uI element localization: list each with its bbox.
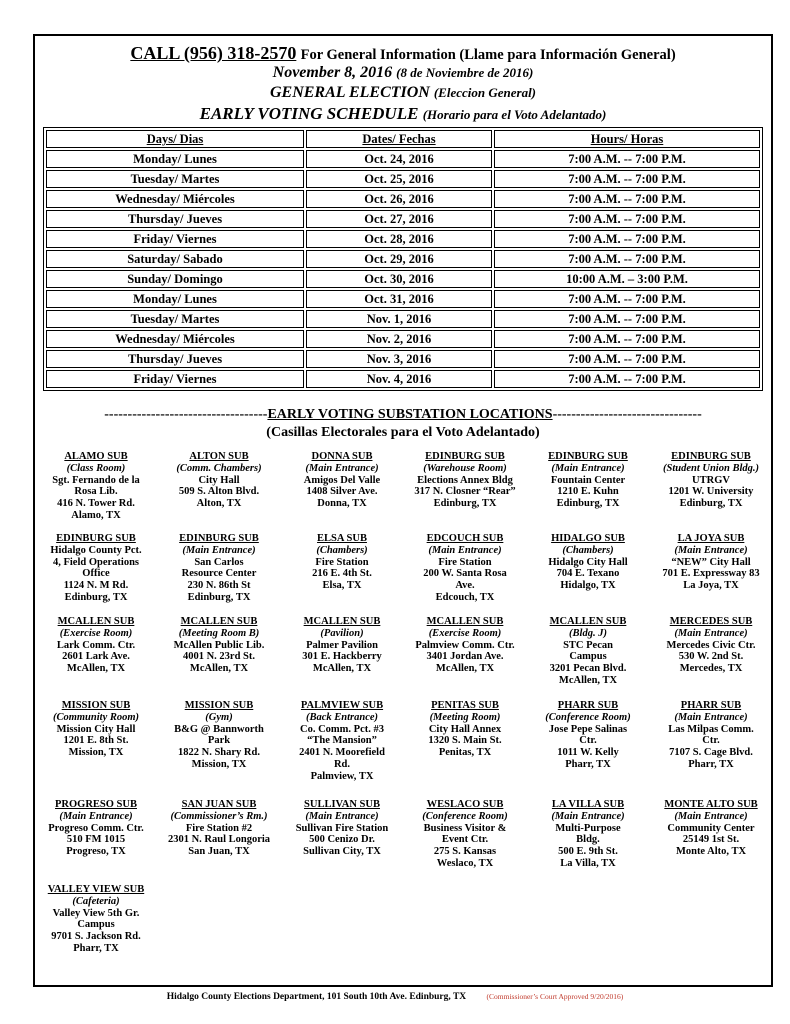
- schedule-day-cell: Thursday/ Jueves: [46, 350, 304, 368]
- schedule-date-cell: Oct. 27, 2016: [306, 210, 492, 228]
- schedule-row: [46, 190, 760, 208]
- substation-address-line: 9701 S. Jackson Rd.: [51, 931, 141, 943]
- substation-address-line: 701 E. Expressway 83: [662, 568, 760, 580]
- substation-address-line: “NEW” City Hall: [671, 556, 751, 568]
- substation-room: (Class Room): [66, 462, 126, 474]
- substation-address-line: “The Mansion”: [307, 735, 377, 747]
- substation-address-line: San Juan, TX: [188, 846, 250, 858]
- substation-room: (Main Entrance): [551, 462, 625, 474]
- schedule-row: [46, 170, 760, 188]
- substation-address-line: Edinburg, TX: [187, 591, 251, 603]
- substation-address-line: Co. Comm. Pct. #3: [300, 723, 384, 735]
- substation-address-line: UTRGV: [692, 474, 730, 486]
- substation-room: (Warehouse Room): [423, 462, 507, 474]
- schedule-date-cell: Oct. 30, 2016: [306, 270, 492, 288]
- substation-room: (Main Entrance): [674, 544, 748, 556]
- schedule-row: [46, 330, 760, 348]
- substation-address-line: Fire Station: [315, 556, 369, 568]
- substation-room: (Pavilion): [320, 627, 364, 639]
- schedule-date-cell: Nov. 1, 2016: [306, 310, 492, 328]
- substation-address-line: Elections Annex Bldg: [417, 474, 513, 486]
- substation-location: [157, 700, 281, 771]
- substation-location: [526, 616, 650, 687]
- substation-address-line: McAllen Public Lib.: [173, 639, 265, 651]
- call-info: For General Information (Llame para Información General): [300, 47, 676, 63]
- schedule-day-cell: Wednesday/ Miércoles: [46, 190, 304, 208]
- substation-address-line: Edinburg, TX: [556, 498, 620, 510]
- substation-address-line: Palmview Comm. Ctr.: [415, 639, 515, 651]
- substation-room: (Main Entrance): [551, 810, 625, 822]
- substation-address-line: Park: [207, 735, 231, 747]
- substation-address-line: 500 E. 9th St.: [558, 846, 618, 858]
- substation-room: (Main Entrance): [674, 810, 748, 822]
- substation-address-line: 1320 S. Main St.: [428, 735, 502, 747]
- substation-address-line: Campus: [569, 651, 607, 663]
- substation-address-line: Palmview, TX: [310, 770, 374, 782]
- substations-heading: [35, 407, 771, 423]
- substation-address-line: Alton, TX: [196, 498, 242, 510]
- substation-address-line: Donna, TX: [317, 498, 367, 510]
- substation-location: [280, 451, 404, 510]
- schedule-row: [46, 270, 760, 288]
- substation-address-line: 7107 S. Cage Blvd.: [669, 747, 753, 759]
- substation-name: MCALLEN SUB: [180, 616, 258, 627]
- header-days: Days/ Dias: [46, 130, 304, 148]
- substation-location: [34, 533, 158, 604]
- substation-name: ALAMO SUB: [64, 451, 128, 462]
- substation-address-line: 230 N. 86th St: [187, 580, 251, 592]
- schedule-day-cell: Tuesday/ Martes: [46, 310, 304, 328]
- substation-address-line: Hidalgo County Pct.: [50, 544, 142, 556]
- substation-location: [526, 700, 650, 771]
- substation-room: (Bldg. J): [569, 627, 607, 639]
- substation-address-line: Event Ctr.: [441, 834, 489, 846]
- substation-address-line: Fire Station #2: [185, 822, 253, 834]
- schedule-row: [46, 350, 760, 368]
- substation-address-line: 1408 Silver Ave.: [306, 486, 378, 498]
- substation-location: [649, 451, 773, 510]
- substation-address-line: Progreso Comm. Ctr.: [48, 822, 144, 834]
- schedule-date-cell: Oct. 24, 2016: [306, 150, 492, 168]
- substation-address-line: 704 E. Texano: [556, 568, 620, 580]
- substation-room: (Comm. Chambers): [176, 462, 262, 474]
- substation-address-line: Mission, TX: [191, 758, 247, 770]
- substation-address-line: Edinburg, TX: [433, 498, 497, 510]
- schedule-date-cell: Nov. 4, 2016: [306, 370, 492, 388]
- schedule-day-cell: Monday/ Lunes: [46, 290, 304, 308]
- election-en: GENERAL ELECTION: [269, 84, 430, 101]
- substation-name: PHARR SUB: [680, 700, 742, 711]
- substation-location: [280, 799, 404, 858]
- schedule-hours-cell: 7:00 A.M. -- 7:00 P.M.: [494, 150, 760, 168]
- substation-address-line: Progreso, TX: [66, 846, 126, 858]
- substation-address-line: 275 S. Kansas: [433, 846, 497, 858]
- substation-location: [526, 451, 650, 510]
- schedule-day-cell: Friday/ Viernes: [46, 230, 304, 248]
- substation-room: (Main Entrance): [674, 627, 748, 639]
- substation-address-line: Hidalgo, TX: [560, 580, 616, 592]
- substation-address-line: La Villa, TX: [560, 857, 616, 869]
- substation-address-line: Bldg.: [576, 834, 600, 846]
- substation-address-line: Rosa Lib.: [74, 486, 118, 498]
- substation-name: EDINBURG SUB: [56, 533, 136, 544]
- schedule-row: [46, 230, 760, 248]
- document-frame: [33, 34, 773, 987]
- substation-name: MONTE ALTO SUB: [664, 799, 758, 810]
- substation-room: (Main Entrance): [305, 462, 379, 474]
- substation-room: (Cafeteria): [72, 895, 120, 907]
- substation-address-line: Sullivan Fire Station: [295, 822, 389, 834]
- schedule-date-cell: Oct. 31, 2016: [306, 290, 492, 308]
- schedule-row: [46, 310, 760, 328]
- substations-subtitle: (Casillas Electorales para el Voto Adelantado): [266, 425, 540, 440]
- date-es: (8 de Noviembre de 2016): [396, 65, 534, 80]
- substation-address-line: Ctr.: [579, 735, 597, 747]
- substation-name: HIDALGO SUB: [551, 533, 625, 544]
- substations-title: EARLY VOTING SUBSTATION LOCATIONS: [267, 407, 553, 422]
- substation-address-line: Amigos Del Valle: [303, 474, 381, 486]
- substation-name: SAN JUAN SUB: [181, 799, 257, 810]
- header-dates: Dates/ Fechas: [306, 130, 492, 148]
- schedule-hours-cell: 7:00 A.M. -- 7:00 P.M.: [494, 310, 760, 328]
- substation-address-line: 1201 E. 8th St.: [63, 735, 129, 747]
- substation-name: PENITAS SUB: [431, 700, 499, 711]
- substation-location: [280, 616, 404, 675]
- approval-note: (Commissioner’s Court Approved 9/20/2016): [486, 992, 624, 1001]
- election-title: [35, 84, 771, 102]
- substation-address-line: La Joya, TX: [683, 580, 739, 592]
- substation-location: [403, 799, 527, 870]
- substation-name: EDINBURG SUB: [548, 451, 628, 462]
- substation-address-line: 2301 N. Raul Longoria: [167, 834, 271, 846]
- substation-address-line: McAllen, TX: [66, 663, 126, 675]
- substation-location: [157, 616, 281, 675]
- substation-address-line: 216 E. 4th St.: [312, 568, 372, 580]
- substation-name: EDCOUCH SUB: [426, 533, 504, 544]
- substation-address-line: Fire Station: [438, 556, 492, 568]
- substation-address-line: Office: [82, 568, 110, 580]
- substation-location: [649, 700, 773, 771]
- dashes-right: --------------------------------: [552, 407, 702, 422]
- substation-name: ALTON SUB: [189, 451, 249, 462]
- substation-name: MCALLEN SUB: [426, 616, 504, 627]
- schedule-day-cell: Saturday/ Sabado: [46, 250, 304, 268]
- schedule-day-cell: Sunday/ Domingo: [46, 270, 304, 288]
- substation-location: [157, 799, 281, 858]
- substation-name: MISSION SUB: [61, 700, 131, 711]
- substation-room: (Chambers): [316, 544, 368, 556]
- schedule-row: [46, 210, 760, 228]
- substation-location: [526, 533, 650, 592]
- schedule-es: (Horario para el Voto Adelantado): [422, 107, 607, 122]
- substation-address-line: Alamo, TX: [71, 509, 121, 521]
- schedule-title: [35, 104, 771, 124]
- substation-name: VALLEY VIEW SUB: [47, 884, 145, 895]
- substation-room: (Meeting Room): [429, 711, 501, 723]
- substation-room: (Conference Room): [422, 810, 508, 822]
- substation-address-line: Elsa, TX: [322, 580, 362, 592]
- schedule-hours-cell: 7:00 A.M. -- 7:00 P.M.: [494, 350, 760, 368]
- substation-address-line: 3401 Jordan Ave.: [426, 651, 504, 663]
- substation-location: [403, 616, 527, 675]
- substation-address-line: Pharr, TX: [688, 758, 734, 770]
- substation-location: [34, 700, 158, 759]
- substation-name: MCALLEN SUB: [549, 616, 627, 627]
- substation-address-line: San Carlos: [194, 556, 244, 568]
- substation-address-line: Hidalgo City Hall: [548, 556, 628, 568]
- substation-name: DONNA SUB: [311, 451, 373, 462]
- substation-address-line: McAllen, TX: [558, 674, 618, 686]
- substation-address-line: 200 W. Santa Rosa: [423, 568, 507, 580]
- substation-location: [649, 533, 773, 592]
- schedule-header-row: [46, 130, 760, 148]
- substation-address-line: McAllen, TX: [312, 663, 372, 675]
- substation-address-line: Mission, TX: [68, 747, 124, 759]
- substation-address-line: Resource Center: [181, 568, 257, 580]
- substation-location: [280, 700, 404, 783]
- substation-address-line: 1011 W. Kelly: [557, 747, 619, 759]
- substation-address-line: B&G @ Bannworth: [174, 723, 264, 735]
- substation-address-line: 4001 N. 23rd St.: [182, 651, 256, 663]
- substation-address-line: 301 E. Hackberry: [302, 651, 382, 663]
- substation-address-line: Business Visitor &: [423, 822, 507, 834]
- header-hours: Hours/ Horas: [494, 130, 760, 148]
- substation-name: LA JOYA SUB: [677, 533, 745, 544]
- substation-room: (Student Union Bldg.): [663, 462, 759, 474]
- schedule-hours-cell: 7:00 A.M. -- 7:00 P.M.: [494, 290, 760, 308]
- substation-address-line: Pharr, TX: [73, 942, 119, 954]
- substation-address-line: McAllen, TX: [435, 663, 495, 675]
- substation-room: (Chambers): [562, 544, 614, 556]
- substation-name: EDINBURG SUB: [425, 451, 505, 462]
- substation-address-line: 3201 Pecan Blvd.: [549, 663, 627, 675]
- substation-address-line: 509 S. Alton Blvd.: [178, 486, 260, 498]
- date-en: November 8, 2016: [272, 64, 393, 81]
- schedule-hours-cell: 7:00 A.M. -- 7:00 P.M.: [494, 170, 760, 188]
- substation-address-line: Penitas, TX: [438, 747, 492, 759]
- schedule-day-cell: Monday/ Lunes: [46, 150, 304, 168]
- substation-address-line: Ctr.: [702, 735, 720, 747]
- substation-room: (Exercise Room): [59, 627, 133, 639]
- schedule-hours-cell: 7:00 A.M. -- 7:00 P.M.: [494, 210, 760, 228]
- substation-room: (Main Entrance): [428, 544, 502, 556]
- substation-address-line: Palmer Pavilion: [306, 639, 378, 651]
- substation-room: (Main Entrance): [674, 711, 748, 723]
- substation-address-line: City Hall: [198, 474, 240, 486]
- substation-address-line: 1124 N. M Rd.: [63, 580, 129, 592]
- schedule-row: [46, 290, 760, 308]
- substation-name: ELSA SUB: [317, 533, 367, 544]
- substation-address-line: 2601 Lark Ave.: [62, 651, 130, 663]
- substation-address-line: Fountain Center: [550, 474, 626, 486]
- substation-address-line: 2401 N. Moorefield: [299, 747, 385, 759]
- schedule-hours-cell: 10:00 A.M. – 3:00 P.M.: [494, 270, 760, 288]
- substation-address-line: Edcouch, TX: [435, 591, 495, 603]
- schedule-hours-cell: 7:00 A.M. -- 7:00 P.M.: [494, 190, 760, 208]
- substation-address-line: Mission City Hall: [56, 723, 136, 735]
- substation-address-line: 500 Cenizo Dr.: [309, 834, 375, 846]
- substation-location: [157, 451, 281, 510]
- footer-address: Hidalgo County Elections Department, 101 South 10th Ave. Edinburg, TX: [166, 992, 467, 1002]
- substation-name: LA VILLA SUB: [551, 799, 625, 810]
- footer: [0, 992, 790, 1002]
- schedule-row: [46, 250, 760, 268]
- substation-location: [649, 616, 773, 675]
- substation-address-line: Lark Comm. Ctr.: [56, 639, 136, 651]
- schedule-date-cell: Oct. 25, 2016: [306, 170, 492, 188]
- schedule-date-cell: Nov. 3, 2016: [306, 350, 492, 368]
- substation-name: MISSION SUB: [184, 700, 254, 711]
- substation-room: (Back Entrance): [305, 711, 379, 723]
- substation-address-line: Campus: [77, 919, 115, 931]
- substation-address-line: Monte Alto, TX: [675, 846, 747, 858]
- substation-room: (Main Entrance): [182, 544, 256, 556]
- schedule-day-cell: Tuesday/ Martes: [46, 170, 304, 188]
- schedule-table: [43, 127, 763, 391]
- substation-name: PHARR SUB: [557, 700, 619, 711]
- substation-name: MERCEDES SUB: [669, 616, 753, 627]
- substation-room: (Meeting Room B): [178, 627, 260, 639]
- substation-name: PROGRESO SUB: [55, 799, 137, 810]
- substation-address-line: 4, Field Operations: [52, 556, 140, 568]
- phone-number[interactable]: CALL (956) 318-2570: [130, 43, 297, 63]
- substation-room: (Exercise Room): [428, 627, 502, 639]
- substation-location: [157, 533, 281, 604]
- substation-location: [649, 799, 773, 858]
- substation-address-line: Valley View 5th Gr.: [52, 907, 140, 919]
- substation-location: [403, 451, 527, 510]
- substation-name: EDINBURG SUB: [671, 451, 751, 462]
- substation-address-line: Community Center: [667, 822, 755, 834]
- schedule-day-cell: Thursday/ Jueves: [46, 210, 304, 228]
- substation-address-line: 1822 N. Shary Rd.: [178, 747, 260, 759]
- substation-address-line: Rd.: [333, 758, 351, 770]
- substation-address-line: Mercedes, TX: [679, 663, 743, 675]
- substation-location: [34, 884, 158, 955]
- substation-location: [34, 616, 158, 675]
- schedule-date-cell: Oct. 26, 2016: [306, 190, 492, 208]
- schedule-date-cell: Oct. 29, 2016: [306, 250, 492, 268]
- schedule-date-cell: Nov. 2, 2016: [306, 330, 492, 348]
- substation-address-line: Weslaco, TX: [436, 857, 494, 869]
- schedule-date-cell: Oct. 28, 2016: [306, 230, 492, 248]
- substation-address-line: 1210 E. Kuhn: [557, 486, 619, 498]
- substation-address-line: McAllen, TX: [189, 663, 249, 675]
- schedule-hours-cell: 7:00 A.M. -- 7:00 P.M.: [494, 250, 760, 268]
- substation-name: PALMVIEW SUB: [300, 700, 384, 711]
- substation-location: [526, 799, 650, 870]
- schedule-row: [46, 370, 760, 388]
- substation-address-line: Sgt. Fernando de la: [52, 474, 140, 486]
- substation-location: [403, 700, 527, 759]
- substation-address-line: Edinburg, TX: [679, 498, 743, 510]
- substation-address-line: Pharr, TX: [565, 758, 611, 770]
- substation-location: [403, 533, 527, 604]
- substation-address-line: STC Pecan: [563, 639, 613, 651]
- substation-address-line: Multi-Purpose: [555, 822, 621, 834]
- substation-room: (Main Entrance): [305, 810, 379, 822]
- substation-address-line: 530 W. 2nd St.: [678, 651, 744, 663]
- substation-name: MCALLEN SUB: [57, 616, 135, 627]
- substation-address-line: City Hall Annex: [428, 723, 502, 735]
- substation-name: WESLACO SUB: [426, 799, 504, 810]
- substation-address-line: 510 FM 1015: [66, 834, 126, 846]
- substation-room: (Conference Room): [545, 711, 631, 723]
- substation-address-line: 25149 1st St.: [682, 834, 740, 846]
- substation-room: (Main Entrance): [59, 810, 133, 822]
- substation-name: SULLIVAN SUB: [304, 799, 380, 810]
- substation-location: [34, 451, 158, 522]
- schedule-row: [46, 150, 760, 168]
- substation-room: (Gym): [205, 711, 233, 723]
- substation-address-line: 1201 W. University: [668, 486, 754, 498]
- substation-address-line: Mercedes Civic Ctr.: [666, 639, 756, 651]
- election-es: (Eleccion General): [433, 85, 537, 100]
- substation-address-line: Edinburg, TX: [64, 591, 128, 603]
- schedule-hours-cell: 7:00 A.M. -- 7:00 P.M.: [494, 330, 760, 348]
- dashes-left: -----------------------------------: [104, 407, 268, 422]
- substation-room: (Community Room): [52, 711, 140, 723]
- substation-address-line: Ave.: [455, 580, 475, 592]
- call-line: [35, 43, 771, 64]
- substation-name: MCALLEN SUB: [303, 616, 381, 627]
- schedule-day-cell: Friday/ Viernes: [46, 370, 304, 388]
- schedule-en: EARLY VOTING SCHEDULE: [199, 104, 419, 123]
- substation-address-line: 416 N. Tower Rd.: [57, 498, 135, 510]
- substation-address-line: Sullivan City, TX: [303, 846, 381, 858]
- substation-room: (Commissioner’s Rm.): [170, 810, 268, 822]
- election-date: [35, 64, 771, 82]
- schedule-hours-cell: 7:00 A.M. -- 7:00 P.M.: [494, 230, 760, 248]
- schedule-day-cell: Wednesday/ Miércoles: [46, 330, 304, 348]
- substation-location: [280, 533, 404, 592]
- substation-address-line: 317 N. Closner “Rear”: [414, 486, 516, 498]
- schedule-hours-cell: 7:00 A.M. -- 7:00 P.M.: [494, 370, 760, 388]
- substation-address-line: Jose Pepe Salinas: [548, 723, 628, 735]
- substation-address-line: Las Milpas Comm.: [668, 723, 754, 735]
- substation-location: [34, 799, 158, 858]
- substation-name: EDINBURG SUB: [179, 533, 259, 544]
